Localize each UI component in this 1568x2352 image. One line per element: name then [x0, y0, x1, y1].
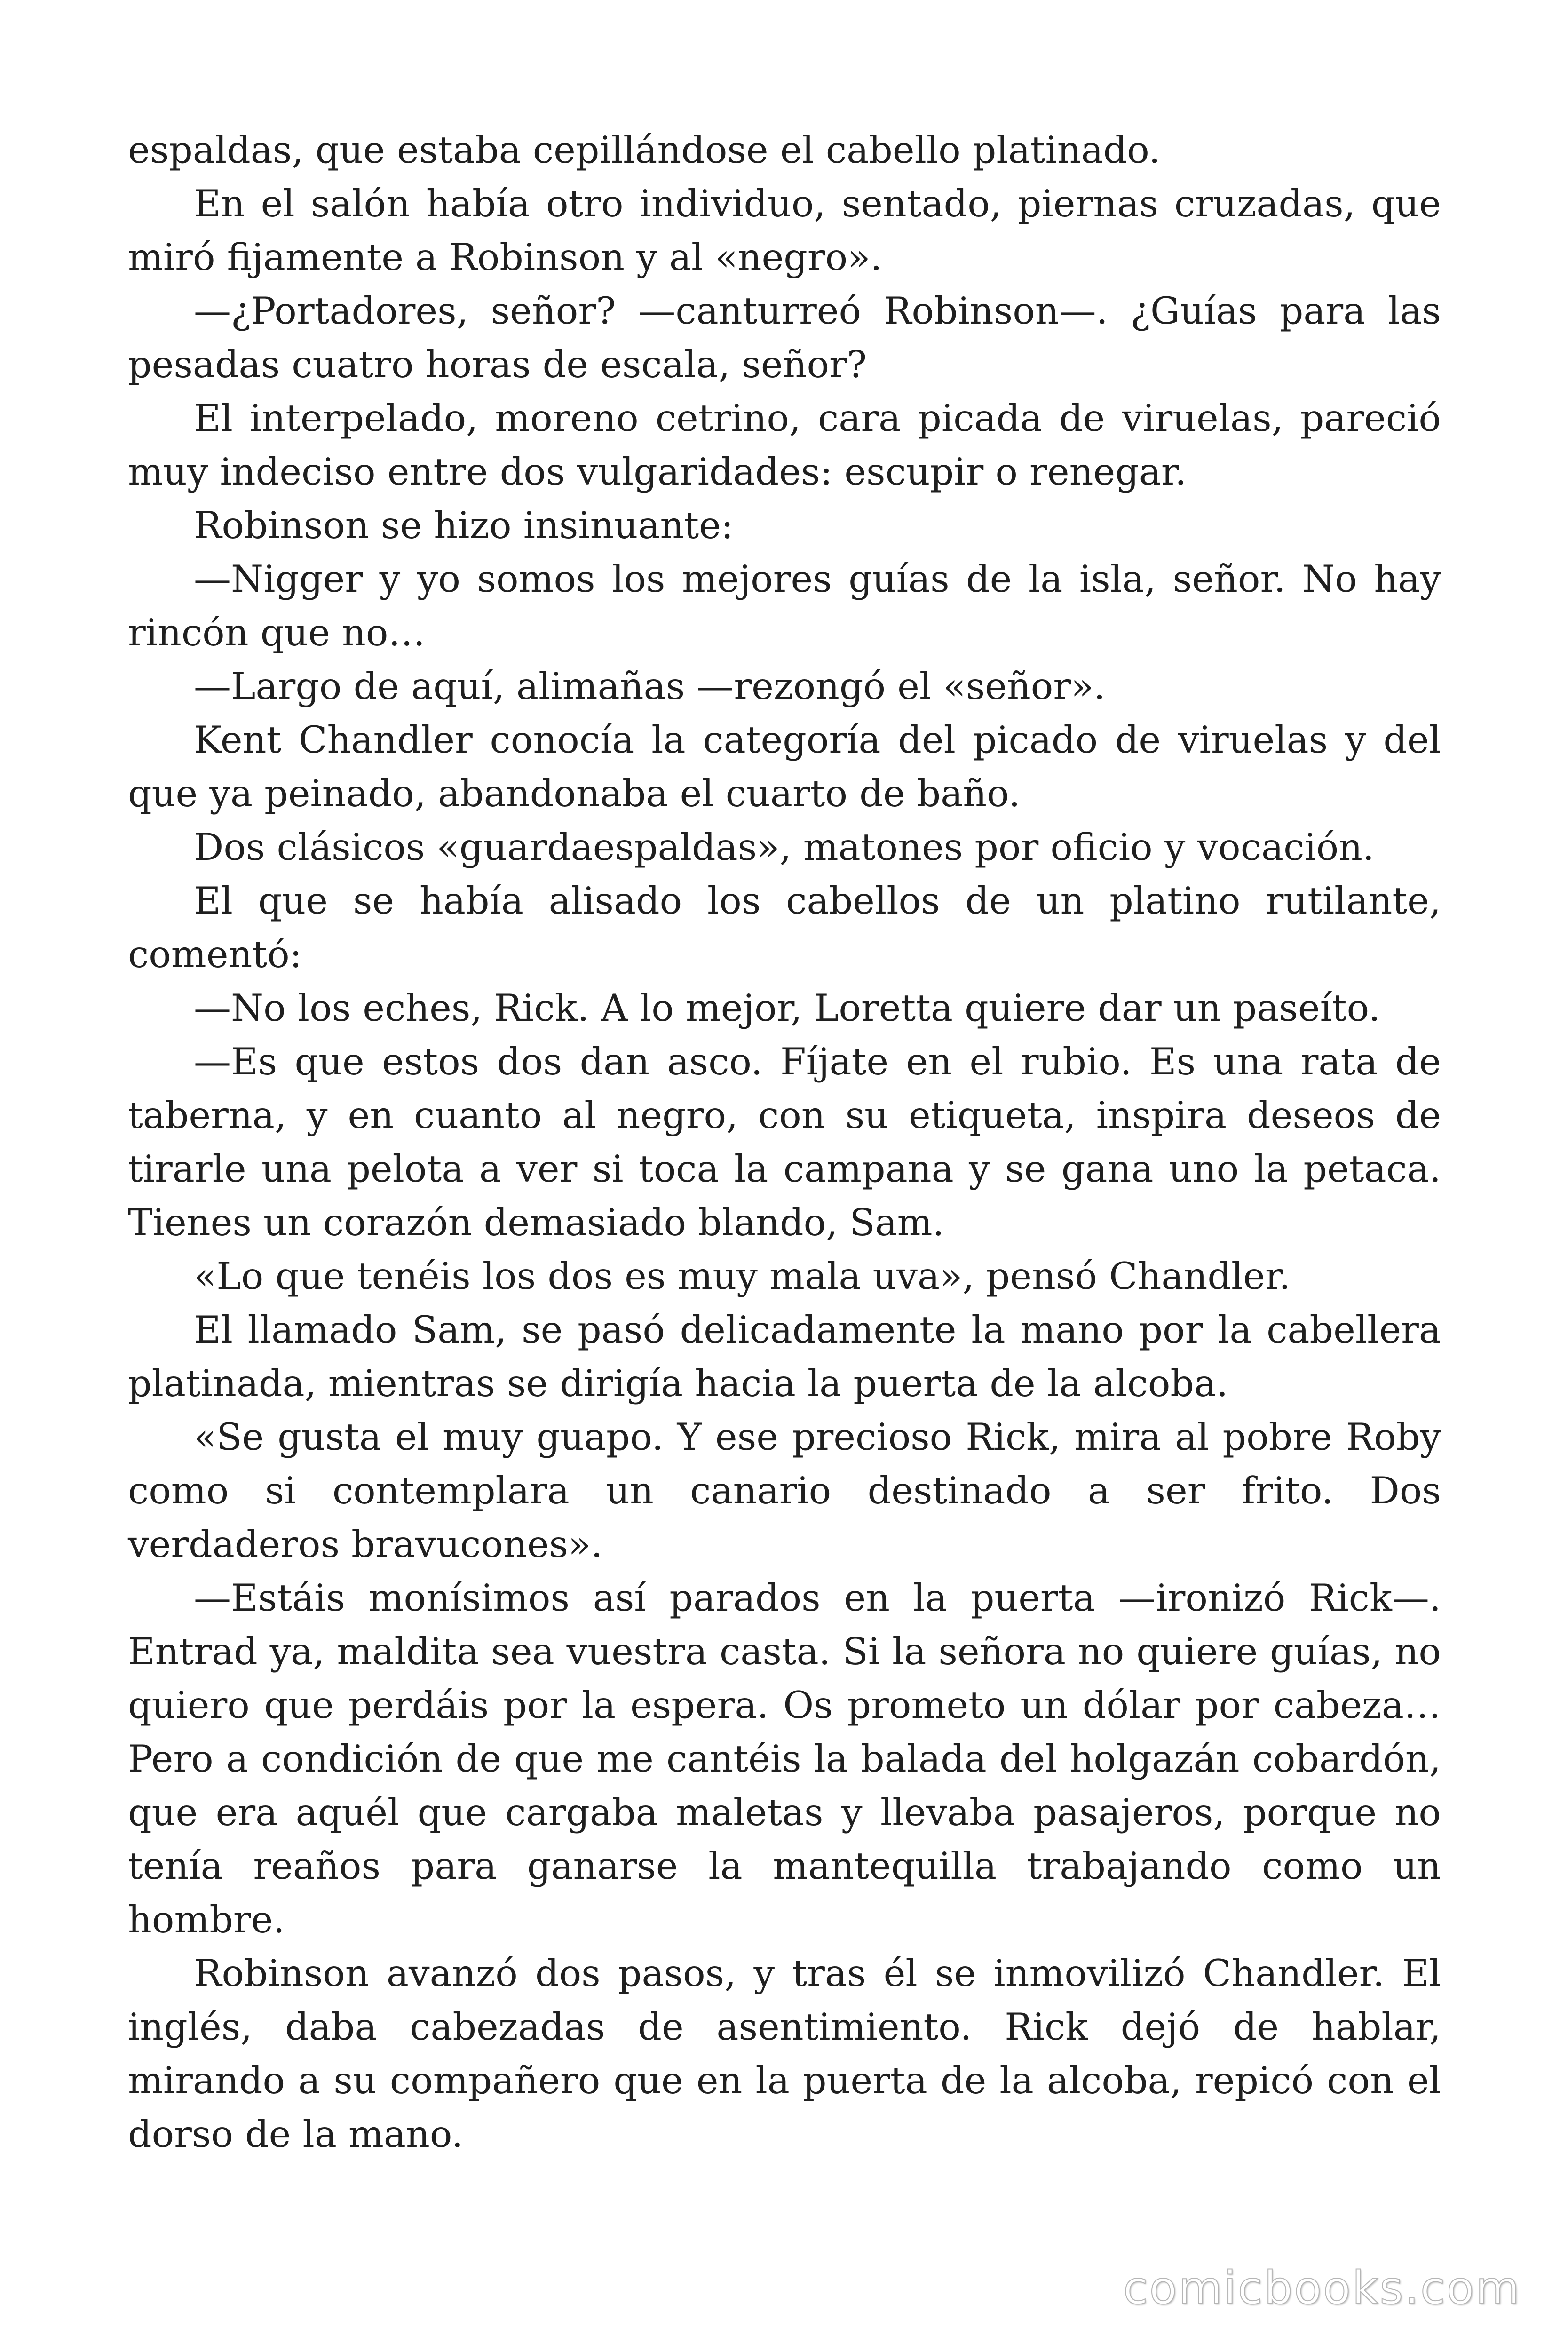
paragraph: «Lo que tenéis los dos es muy mala uva», pensó Chandler. — [194, 1255, 1291, 1298]
paragraph: —Estáis monísimos así parados en la puerta —ironizó Rick—. Entrad ya, maldita sea vuestra casta. Si la señora no quiere guías, no quiero que perdáis por la espera. Os prometo un dólar por cabeza… Pero a condición de que me cantéis la balada del holgazán cobardón, que era aquél que cargaba maletas y llevaba pasajeros, porque no tenía reaños para ganarse la mantequilla trabajando como un hombre. — [128, 1576, 1441, 1941]
paragraph: —Nigger y yo somos los mejores guías de la isla, señor. No hay rincón que no… — [128, 557, 1441, 654]
paragraph: —¿Portadores, señor? —canturreó Robinson—. ¿Guías para las pesadas cuatro horas de escala, señor? — [128, 289, 1441, 386]
paragraph: —Es que estos dos dan asco. Fíjate en el rubio. Es una rata de taberna, y en cuanto al negro, con su etiqueta, inspira deseos de tirarle una pelota a ver si toca la campana y se gana uno la petaca. Tienes un corazón demasiado blando, Sam. — [128, 1040, 1441, 1244]
watermark: comicbooks.com — [1123, 2262, 1521, 2314]
paragraph-continuation: espaldas, que estaba cepillándose el cabello platinado. — [128, 128, 1161, 172]
paragraph: El interpelado, moreno cetrino, cara picada de viruelas, pareció muy indeciso entre dos vulgaridades: escupir o renegar. — [128, 397, 1441, 493]
paragraph: Dos clásicos «guardaespaldas», matones por oficio y vocación. — [194, 826, 1375, 869]
page-body — [128, 123, 1441, 2161]
paragraph: Kent Chandler conocía la categoría del picado de viruelas y del que ya peinado, abandonaba el cuarto de baño. — [128, 718, 1441, 815]
paragraph: Robinson se hizo insinuante: — [194, 504, 734, 547]
paragraph: El que se había alisado los cabellos de un platino rutilante, comentó: — [128, 879, 1441, 976]
paragraph: —Largo de aquí, alimañas —rezongó el «señor». — [194, 665, 1106, 708]
paragraph: «Se gusta el muy guapo. Y ese precioso Rick, mira al pobre Roby como si contemplara un canario destinado a ser frito. Dos verdaderos bravucones». — [128, 1415, 1441, 1566]
paragraph: El llamado Sam, se pasó delicadamente la mano por la cabellera platinada, mientras se dirigía hacia la puerta de la alcoba. — [128, 1308, 1441, 1405]
paragraph: Robinson avanzó dos pasos, y tras él se inmovilizó Chandler. El inglés, daba cabezadas de asentimiento. Rick dejó de hablar, mirando a su compañero que en la puerta de la alcoba, repicó con el dorso de la mano. — [128, 1952, 1441, 2156]
paragraph: —No los eches, Rick. A lo mejor, Loretta quiere dar un paseíto. — [194, 986, 1380, 1030]
paragraph: En el salón había otro individuo, sentado, piernas cruzadas, que miró fijamente a Robinson y al «negro». — [128, 182, 1441, 279]
